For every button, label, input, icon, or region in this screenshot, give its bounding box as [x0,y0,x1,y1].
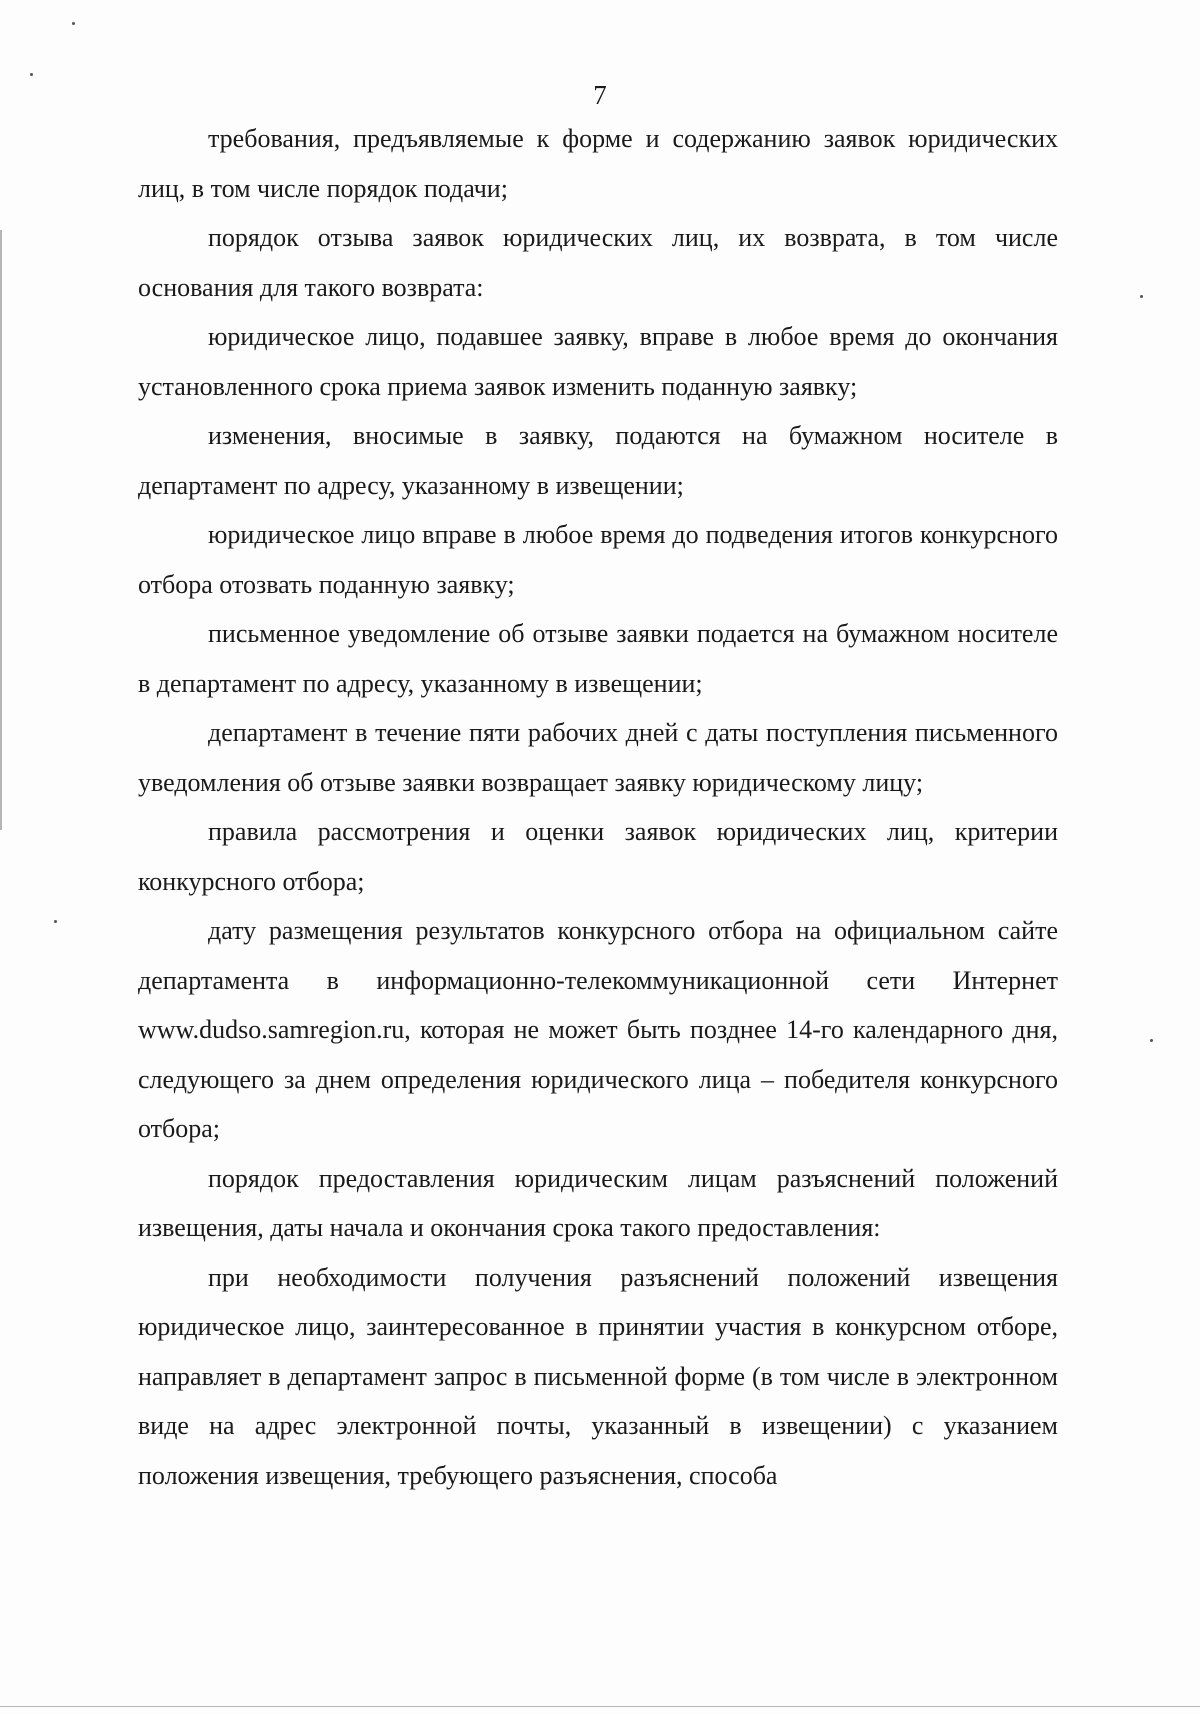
paragraph: изменения, вносимые в заявку, подаются на бумажном носителе в департамент по адресу, указанному в извещении; [138,421,1058,500]
page-number: 7 [593,80,607,110]
scan-speck [54,920,57,923]
scan-speck [30,73,33,76]
paragraph: при необходимости получения разъяснений положений извещения юридическое лицо, заинтересованное в принятии участия в конкурсном отборе, направляет в департамент запрос в письменной форме (в том числе в электронном виде на адрес электронной почты, указанный в извещении) с указанием положения извещения, требующего разъяснения, способа [138,1262,1058,1490]
paragraph: департамент в течение пяти рабочих дней с даты поступления письменного уведомления об отзыве заявки возвращает заявку юридическому лицу; [138,718,1058,797]
scan-speck [1150,1039,1153,1042]
paragraph: правила рассмотрения и оценки заявок юридических лиц, критерии конкурсного отбора; [138,817,1058,896]
scan-speck [1140,295,1143,298]
scan-edge-bottom [0,1706,1200,1707]
paragraph: требования, предъявляемые к форме и содержанию заявок юридических лиц, в том числе порядок подачи; [138,124,1058,203]
paragraph: юридическое лицо, подавшее заявку, вправе в любое время до окончания установленного срока приема заявок изменить поданную заявку; [138,322,1058,401]
paragraph: порядок предоставления юридическим лицам разъяснений положений извещения, даты начала и окончания срока такого предоставления: [138,1163,1058,1242]
paragraph: письменное уведомление об отзыве заявки подается на бумажном носителе в департамент по адресу, указанному в извещении; [138,619,1058,698]
scan-edge-left [0,230,2,830]
paragraph: порядок отзыва заявок юридических лиц, их возврата, в том числе основания для такого возврата: [138,223,1058,302]
paragraph: дату размещения результатов конкурсного отбора на официальном сайте департамента в информационно-телекоммуникационной сети Интернет www.dudso.samregion.ru, которая не может быть позднее 14-го календарного дня, следующего за днем определения юридического лица – победителя конкурсного отбора; [138,916,1058,1143]
body-text [138,114,1058,1500]
scan-speck [72,22,75,25]
paragraph: юридическое лицо вправе в любое время до подведения итогов конкурсного отбора отозвать поданную заявку; [138,520,1058,599]
